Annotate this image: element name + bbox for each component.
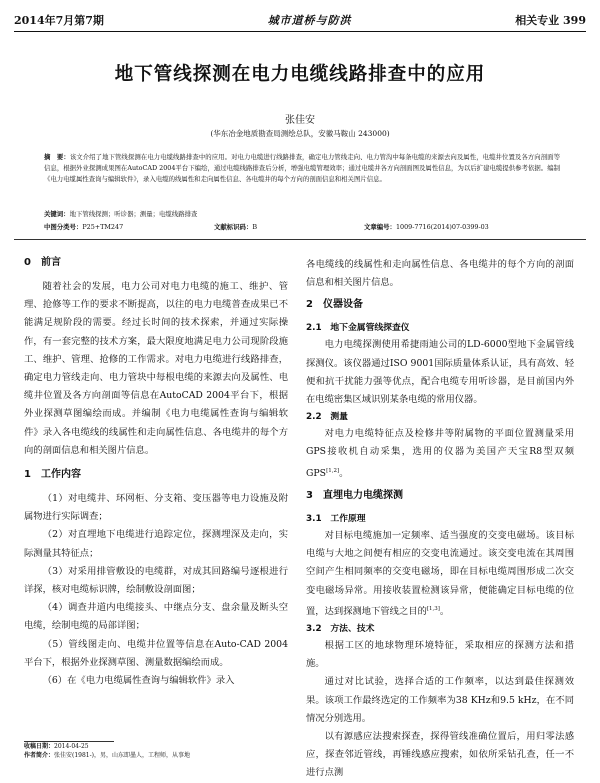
work-item-2: （2）对直埋地下电缆进行追踪定位，探测埋深及走向，实际测量其特征点； (24, 529, 288, 559)
section-2-2-paragraph (306, 425, 574, 483)
section-page-number: 相关专业 399 (515, 14, 586, 27)
article-title: 地下管线探测在电力电缆线路排查中的应用 (114, 64, 486, 85)
section-2-1-heading: 2.1 地下金属管线探查仪 (306, 323, 410, 334)
citation-1-2: [1,2] (326, 467, 340, 474)
running-head (14, 10, 586, 30)
section-3-heading: 3 直埋电力电缆探测 (306, 489, 403, 501)
clc-value: P25+TM247 (82, 223, 124, 231)
abstract-text: 该文介绍了地下管线探测在电力电缆线路排查中的应用。对电力电缆进行线路排查，确定电力管线走向、电力管沟中每条电缆的来源去向及属性，电缆井位置及各方向剖面等信息，根据外业探测成果图在AutoCAD 2004平台下编绘，通过电缆线路排查后分析，增强电缆管理效率；通过电缆井各方向剖面图及属性信息，为以后扩建电缆提供参考依据。编制《电力电缆属性查询与编辑软件》，录入电缆的线属性和走向属性信息、各电缆井的每个方向的剖面信息和相关图片信息。 (44, 153, 561, 184)
section-3-2-paragraph-1: 根据工区的地球物理环境特征，采取相应的探测方法和措施。 (306, 640, 574, 670)
author-bio-label: 作者简介： (24, 752, 55, 759)
header-rule (14, 31, 586, 32)
section-3-1-paragraph (306, 527, 574, 621)
article-number-value: 1009-7716(2014)07-0399-03 (395, 223, 489, 231)
footnote (24, 742, 288, 760)
section-3-1-heading: 3.1 工作原理 (306, 513, 366, 524)
received-date-line (24, 742, 288, 751)
work-item-1: （1）对电缆井、环网柜、分支箱、变压器等电力设施及附属物进行实际调查； (24, 493, 288, 523)
keywords-text: 地下管线探测；听诊器；测量；电缆线路排查 (69, 210, 198, 218)
article-number-label: 文章编号： (364, 223, 396, 231)
section-0-heading: 0 前言 (24, 257, 61, 268)
doc-code-label: 文献标识码： (214, 223, 253, 231)
author-name: 张佳安 (285, 115, 315, 126)
clc-label: 中图分类号： (44, 223, 83, 231)
section-1-heading: 1 工作内容 (24, 469, 81, 481)
journal-name: 城市道桥与防洪 (267, 14, 352, 27)
author-affiliation: (华东冶金地质勘查局测绘总队，安徽马鞍山 243000) (210, 129, 390, 138)
work-item-3: （3）对采用排管敷设的电缆群，对成其回路编号逐根进行详探，核对电缆标识牌，绘制敷设剖面图； (24, 565, 288, 596)
section-2-2-end: 。 (339, 467, 349, 479)
keywords-label: 关键词： (44, 210, 70, 218)
issue-label: 2014年7月第7期 (14, 14, 104, 27)
abstract-divider (14, 239, 586, 240)
author-bio-line (24, 751, 288, 760)
abstract (44, 152, 560, 186)
section-2-heading: 2 仪器设备 (306, 299, 363, 311)
doc-code-value: B (252, 223, 258, 231)
author-bio-value: 张佳安(1981-)，男，山东即墨人，工程师，从事地 (54, 752, 190, 759)
section-0-paragraph: 随着社会的发展，电力公司对电力电缆的施工、维护、管理、抢修等工作的要求不断提高，以往的电力电缆普查成果已不能满足规阶段的需要。经过长时间的技术探索，并通过实际操作，有一套完整的技术方案，最大限度地满足电力公司现阶段施工、维护、管理、抢修的工作需求。对电力电缆进行线路排查，确定电力管线走向、电力管块中每根电缆的来源去向及属性、电缆井位置及各方向剖面等信息在AutoCAD 2004平台下，根据外业探测草图编绘而成。并编制《电力电缆属性查询与编辑软件》录入各电缆线的线属性和走向属性信息、各电缆井的每个方向的剖面信息和相关图片信息。 (24, 281, 288, 456)
continued-paragraph: 各电缆线的线属性和走向属性信息、各电缆井的每个方向的剖面信息和相关图片信息。 (306, 259, 574, 289)
section-2-2-heading: 2.2 测量 (306, 412, 348, 423)
right-column (306, 256, 574, 783)
work-item-4: （4）调查井道内电缆接头、中继点分支、盘余量及断头空电缆，绘制电缆的局部详图； (24, 602, 288, 632)
work-item-5: （5）管线图走向、电缆井位置等信息在Auto-CAD 2004平台下，根据外业探测草图、测量数据编绘而成。 (24, 638, 288, 668)
section-2-1-paragraph: 电力电缆探测使用希捷雨迪公司的LD-6000型地下金属管线探测仪。该仪器通过ISO 9001国际质量体系认证，具有高效、轻便和抗干扰能力强等优点，配合电缆专用听诊器，是目前国内外在电缆密集区域识别某条电缆的常用仪器。 (306, 339, 574, 406)
received-label: 收稿日期： (24, 743, 55, 750)
keywords (44, 209, 560, 220)
classification-line (44, 222, 560, 231)
work-item-6: （6）在《电力电缆属性查询与编辑软件》录入 (42, 675, 235, 687)
section-3-1-end: 。 (439, 605, 450, 617)
received-value: 2014-04-25 (54, 743, 89, 750)
section-3-2-paragraph-2: 通过对比试验，选择合适的工作频率，以达到最佳探测效果。该项工作最终选定的工作频率为38 KHz和9.5 kHz，在不同情况分别选用。 (306, 676, 574, 724)
section-2-2-text: 对电力电缆特征点及检修井等附属物的平面位置测量采用GPS接收机自动采集，选用的仪器为美国产天宝R8型双频GPS (306, 428, 574, 479)
section-3-1-text: 对目标电缆施加一定频率、适当强度的交变电磁场。该目标电缆与大地之间便有相应的交变电流通过。该交变电流在其周围空间产生相同频率的交变电磁场，即在目标电缆周围形成二次交变电磁场异常。用接收装置检测该异常，便能确定目标电缆的位置，达到探测地下管线之目的 (306, 529, 574, 617)
section-3-2-heading: 3.2 方法、技术 (306, 624, 375, 635)
left-column (24, 252, 288, 690)
section-3-2-paragraph-3: 以有源感应法搜索探查，探得管线准确位置后，用归零法感应，探查邻近管线，再锤线感应搜索，如依所采钻孔查，任一不进行点测 (306, 731, 574, 779)
abstract-label: 摘 要： (44, 153, 70, 161)
citation-1-3: [1,3] (426, 605, 440, 612)
